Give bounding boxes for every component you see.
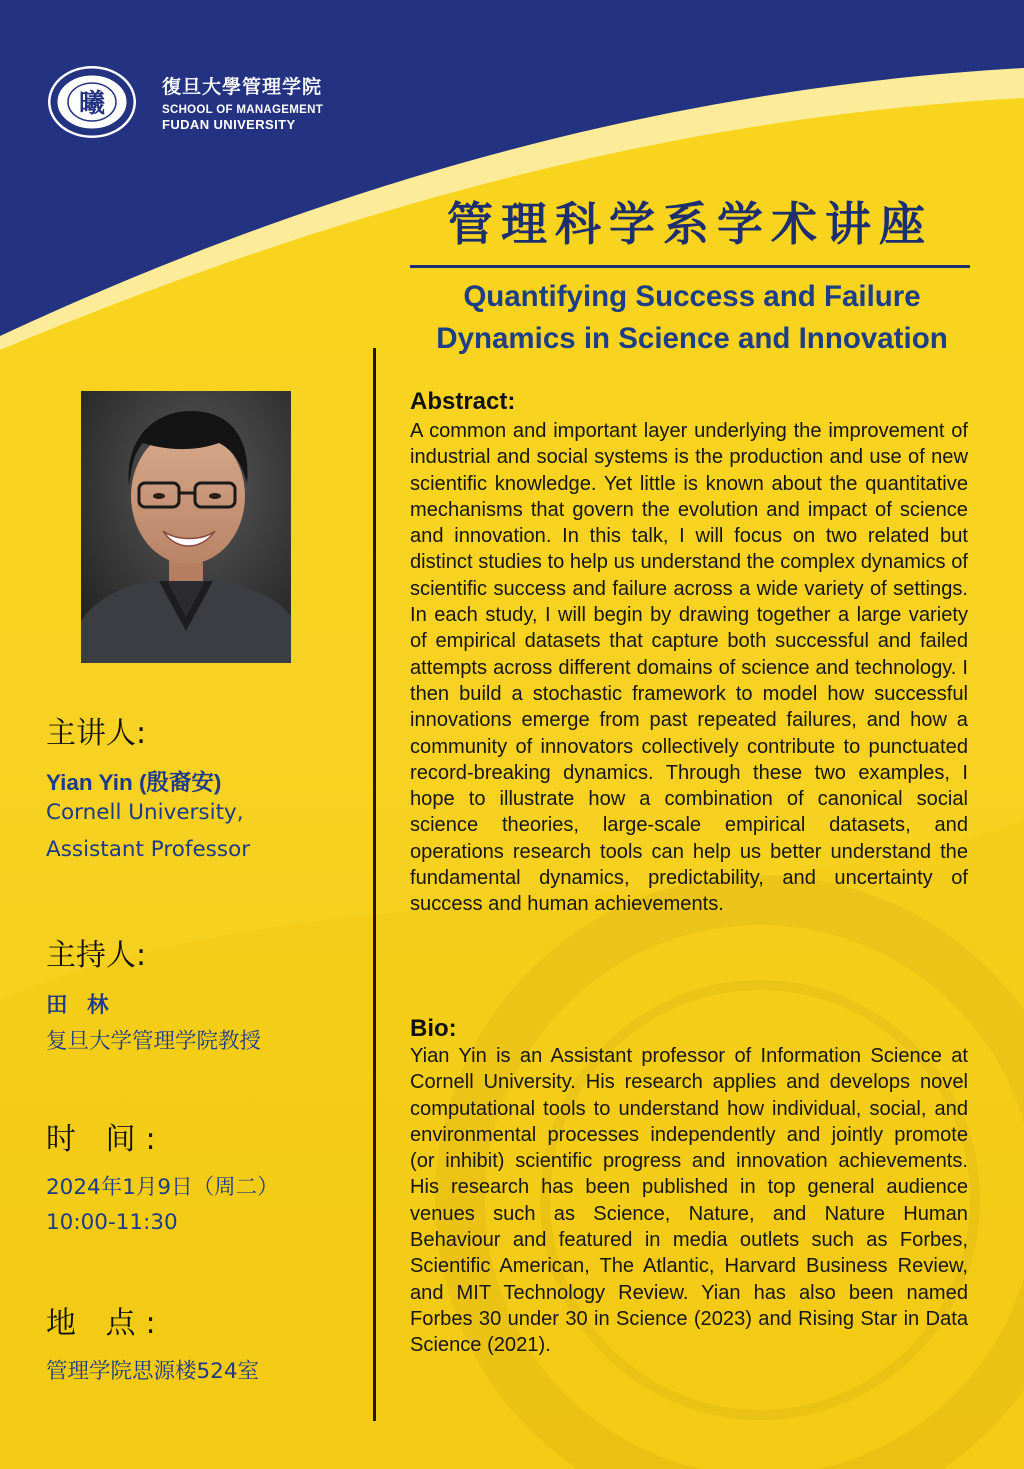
speaker-photo — [81, 391, 291, 663]
school-name-cn: 復旦大學管理学院 — [162, 76, 323, 98]
bio-heading: Bio: — [410, 1015, 457, 1042]
talk-title-line1: Quantifying Success and Failure — [463, 280, 921, 313]
host-name: 田 林 — [46, 993, 115, 1018]
bio-body: Yian Yin is an Assistant professor of Information Science at Cornell University. His research applies and develops novel computational tools to understand how individual, social, and environmental processes independently and jointly promote (or inhibit) scientific progress and innovation achievements. His research has been published in top general audience venues such as Science, Nature, and Nature Human Behaviour and featured in media outlets such as Forbes, Scientific American, The Atlantic, Harvard Business Review, and MIT Technology Review. Yian has also been named Forbes 30 under 30 in Science (2023) and Rising Star in Data Science (2021). — [410, 1045, 968, 1357]
speaker-position: Assistant Professor — [46, 837, 251, 862]
event-date: 2024年1月9日（周二） — [46, 1175, 279, 1200]
abstract-heading: Abstract: — [410, 388, 516, 415]
speaker-name: Yian Yin (殷裔安) — [46, 770, 222, 795]
school-name-en-line2: FUDAN UNIVERSITY — [162, 117, 296, 132]
talk-title — [400, 276, 984, 360]
speaker-label: 主讲人: — [46, 716, 147, 751]
seal-glyph: 曦 — [78, 89, 106, 119]
fudan-seal-icon — [46, 64, 138, 140]
time-label: 时 间: — [46, 1122, 166, 1157]
event-hours: 10:00-11:30 — [46, 1210, 178, 1235]
host-title: 复旦大学管理学院教授 — [46, 1029, 262, 1054]
speaker-affiliation: Cornell University, — [46, 800, 244, 825]
school-name-en-line1: SCHOOL OF MANAGEMENT — [162, 104, 324, 116]
title-underline — [410, 265, 970, 268]
talk-title-line2: Dynamics in Science and Innovation — [436, 322, 948, 355]
page-title: 管理科学系学术讲座 — [447, 197, 933, 251]
event-location: 管理学院思源楼524室 — [46, 1359, 260, 1384]
host-label: 主持人: — [46, 938, 147, 973]
abstract-body: A common and important layer underlying the improvement of industrial and social systems is the production and use of new scientific knowledge. Yet little is known about the quantitative mechanisms that govern the evolution and impact of science and innovation. In this talk, I will focus on two related but distinct studies to help us understand the complex dynamics of scientific success and failure across a wide variety of settings. In each study, I will begin by drawing together a large variety of empirical datasets that capture both successful and failed attempts across different domains of science and technology. I then build a stochastic framework to model how successful innovations emerge from past repeated failures, and how a community of innovators collectively contribute to punctuated record-breaking dynamics. Through these two examples, I hope to illustrate how a combination of canonical social science theories, large-scale empirical datasets, and operations research tools can help us better understand the fundamental dynamics, predictability, and uncertainty of success and human achievements. — [410, 420, 968, 916]
column-divider — [373, 348, 376, 1421]
location-label: 地 点: — [46, 1306, 166, 1341]
